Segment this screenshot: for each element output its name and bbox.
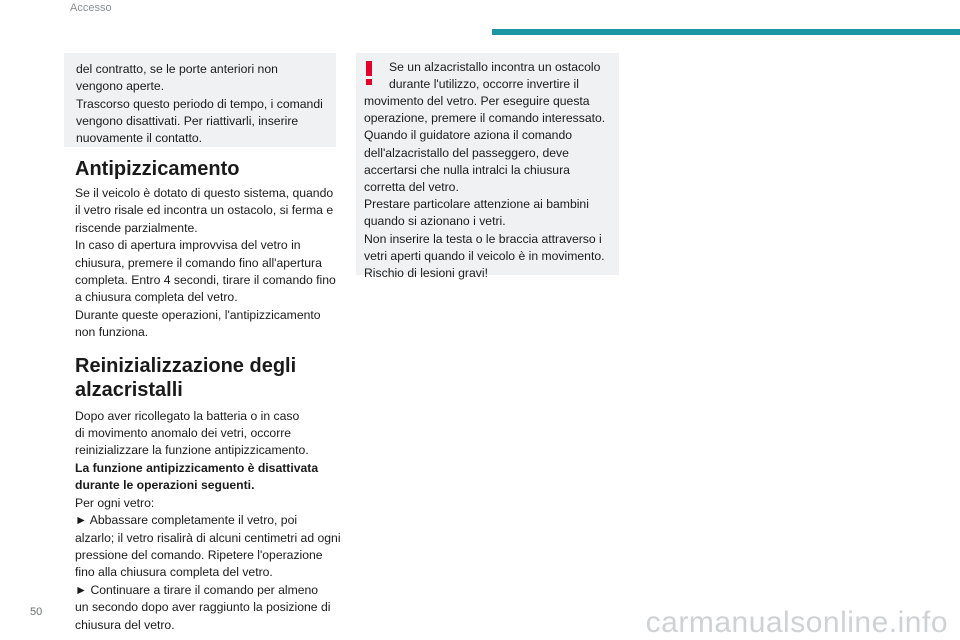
warning-line: durante l'utilizzo, occorre invertire il bbox=[389, 77, 579, 92]
step-line: fino alla chiusura completa del vetro. bbox=[75, 565, 273, 580]
section-title: Accesso bbox=[70, 2, 112, 14]
note-line: nuovamente il contatto. bbox=[76, 131, 203, 146]
warning-line: Prestare particolare attenzione ai bambini bbox=[364, 197, 589, 212]
note-line: vengono aperte. bbox=[76, 79, 165, 94]
body-line: In caso di apertura improvvisa del vetro in bbox=[75, 238, 301, 253]
warning-line: movimento del vetro. Per eseguire questa bbox=[364, 94, 590, 108]
warning-line: accertarsi che nulla intralci la chiusura bbox=[364, 162, 570, 177]
left-column bbox=[75, 157, 350, 634]
note-line: vengono disattivati. Per riattivarli, inserire bbox=[76, 113, 299, 128]
heading-antipizzicamento: Antipizzicamento bbox=[75, 158, 240, 180]
body-line: chiusura, premere il comando fino all'apertura bbox=[75, 255, 322, 270]
bold-line: durante le operazioni seguenti. bbox=[75, 478, 255, 493]
note-line: del contratto, se le porte anteriori non bbox=[76, 62, 278, 76]
warning-line: Non inserire la testa o le braccia attraverso i bbox=[364, 231, 602, 246]
body-line: completa. Entro 4 secondi, tirare il comando fino bbox=[75, 273, 336, 288]
body-line: Se il veicolo è dotato di questo sistema, quando bbox=[75, 186, 334, 200]
warning-line: corretta del vetro. bbox=[364, 180, 459, 195]
warning-line: Se un alzacristallo incontra un ostacolo bbox=[389, 60, 601, 74]
page-number: 50 bbox=[30, 606, 43, 618]
antipizzicamento-body bbox=[75, 185, 350, 342]
exclamation-warning-icon bbox=[364, 61, 374, 85]
step-line: ► Continuare a tirare il comando per almeno bbox=[75, 582, 319, 597]
note-box bbox=[64, 53, 336, 147]
body-line: di movimento anomalo dei vetri, occorre bbox=[75, 426, 292, 441]
body-line: a chiusura completa del vetro. bbox=[75, 290, 238, 305]
accent-bar bbox=[492, 29, 960, 35]
step-line: un secondo dopo aver raggiunto la posizione di bbox=[75, 600, 331, 615]
warning-line: quando si azionano i vetri. bbox=[364, 214, 506, 229]
body-line: Durante queste operazioni, l'antipizzicamento bbox=[75, 307, 321, 322]
note-text bbox=[76, 61, 334, 147]
warning-text bbox=[364, 93, 616, 282]
body-line: Dopo aver ricollegato la batteria o in caso bbox=[75, 408, 300, 423]
warning-line: vetri aperti quando il veicolo è in movimento. bbox=[364, 248, 605, 263]
warning-line: dell'alzacristallo del passeggero, deve bbox=[364, 145, 569, 160]
reinizializzazione-body bbox=[75, 408, 350, 634]
warning-line: operazione, premere il comando interessato. bbox=[364, 111, 606, 126]
bold-line: La funzione antipizzicamento è disattivata bbox=[75, 460, 319, 475]
heading-line: alzacristalli bbox=[75, 378, 183, 401]
body-line: il vetro risale ed incontra un ostacolo, si ferma e bbox=[75, 203, 334, 218]
step-line: pressione del comando. Ripetere l'operazione bbox=[75, 547, 323, 562]
body-line: riscende parzialmente. bbox=[75, 220, 198, 235]
heading-reinizializzazione bbox=[75, 354, 350, 402]
step-line: alzarlo; il vetro risalirà di alcuni centimetri ad ogni bbox=[75, 530, 341, 545]
note-line: Trascorso questo periodo di tempo, i comandi bbox=[76, 96, 323, 111]
warning-box bbox=[356, 53, 619, 281]
warning-line: Quando il guidatore aziona il comando bbox=[364, 128, 573, 143]
step-line: Per ogni vetro: bbox=[75, 495, 155, 510]
body-line: non funziona. bbox=[75, 325, 149, 340]
heading-line: Reinizializzazione degli bbox=[75, 354, 297, 377]
step-line: chiusura del vetro. bbox=[75, 617, 175, 632]
watermark: carmanualsonline.info bbox=[645, 606, 948, 639]
warning-line: Rischio di lesioni gravi! bbox=[364, 266, 488, 281]
step-line: ► Abbassare completamente il vetro, poi bbox=[75, 513, 298, 528]
warning-first-text bbox=[389, 59, 611, 93]
body-line: reinizializzare la funzione antipizzicamento. bbox=[75, 443, 309, 458]
